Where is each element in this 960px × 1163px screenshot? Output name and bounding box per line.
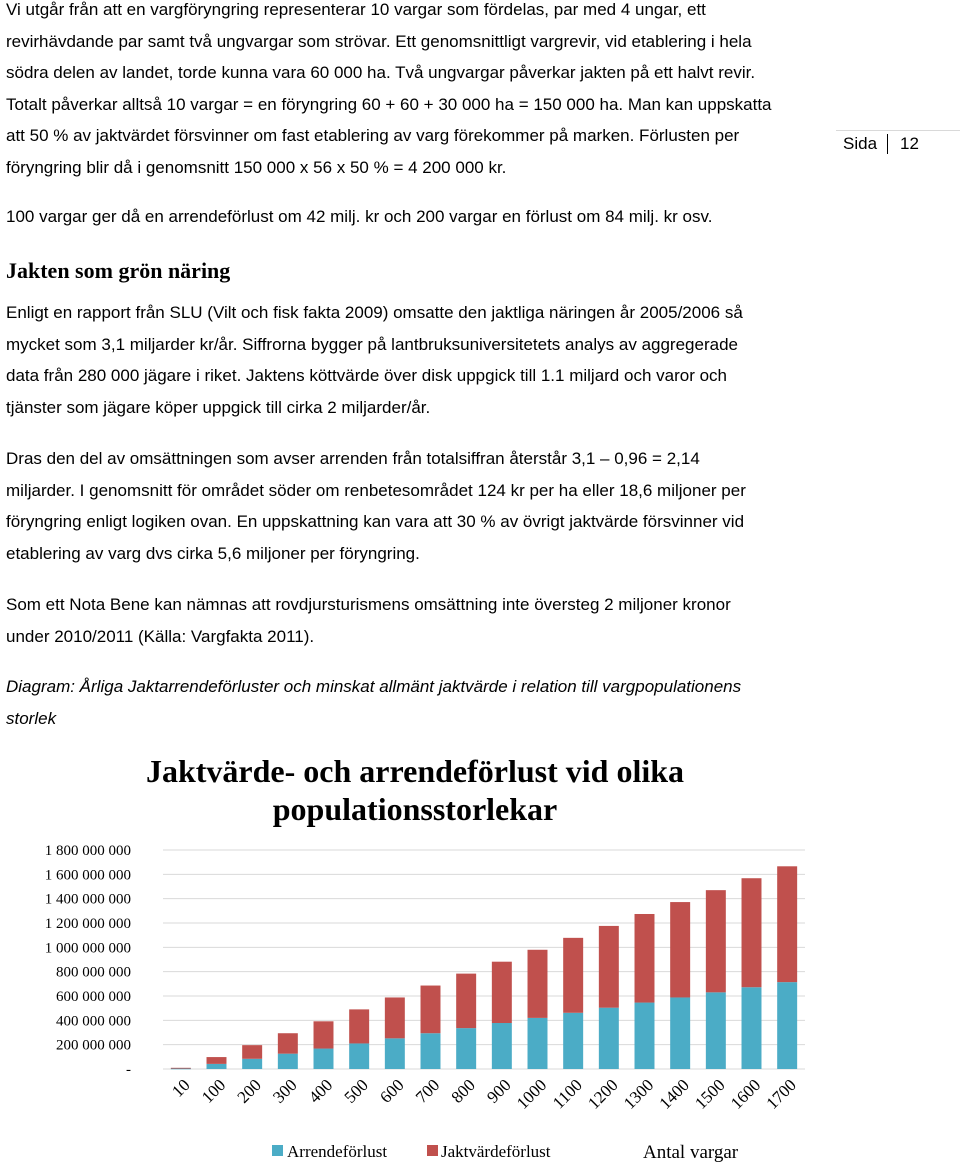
bar-jaktvarde-1500 <box>706 890 726 992</box>
legend-label-jaktvardeforlust: Jaktvärdeförlust <box>441 1142 551 1161</box>
bar-jaktvarde-1300 <box>635 914 655 1003</box>
x-tick-label: 300 <box>269 1075 301 1107</box>
text-line: södra delen av landet, torde kunna vara 60 000 ha. Två ungvargar påverkar jakten på ett halvt revir. <box>6 63 756 82</box>
bar-jaktvarde-700 <box>421 986 441 1034</box>
page-label: Sida <box>843 134 878 153</box>
text-line: miljarder. I genomsnitt för området söder om renbetesområdet 124 kr per ha eller 18,6 miljoner per <box>6 480 746 500</box>
bar-arrende-500 <box>349 1043 369 1069</box>
bar-arrende-600 <box>385 1038 405 1069</box>
chart-legend <box>272 1142 739 1163</box>
bar-arrende-200 <box>242 1059 262 1069</box>
x-tick-label: 800 <box>447 1075 479 1107</box>
text-line: etablering av varg dvs cirka 5,6 miljoner per föryngring. <box>6 543 420 563</box>
bar-jaktvarde-1000 <box>528 950 548 1018</box>
text-line: att 50 % av jaktvärdet försvinner om fast etablering av varg förekommer på marken. Förlusten per <box>6 126 740 145</box>
x-axis-title: Antal vargar <box>643 1142 739 1163</box>
bar-jaktvarde-200 <box>242 1045 262 1059</box>
bar-jaktvarde-10 <box>171 1068 191 1069</box>
y-tick-label: 600 000 000 <box>56 989 131 1005</box>
text-line: föryngring enligt logiken ovan. En uppskattning kan vara att 30 % av övrigt jaktvärde försvinner vid <box>6 512 745 531</box>
bar-jaktvarde-100 <box>207 1057 227 1064</box>
bar-arrende-1100 <box>563 1013 583 1069</box>
stacked-bar-chart <box>0 740 960 1163</box>
bar-jaktvarde-400 <box>314 1021 334 1048</box>
y-tick-label: 800 000 000 <box>56 964 131 981</box>
x-tick-label: 1000 <box>512 1075 551 1113</box>
bar-arrende-1000 <box>528 1018 548 1069</box>
chart-bars <box>171 866 797 1069</box>
text-line: under 2010/2011 (Källa: Vargfakta 2011). <box>6 626 315 646</box>
chart-title-line-1: Jaktvärde- och arrendeförlust vid olika <box>145 753 685 789</box>
text-line: föryngring blir då i genomsnitt 150 000 x 56 x 50 % = 4 200 000 kr. <box>6 157 507 177</box>
caption-line: Diagram: Årliga Jaktarrendeförluster och minskat allmänt jaktvärde i relation till vargpopulationens <box>6 677 742 696</box>
bar-jaktvarde-1600 <box>742 878 762 987</box>
x-tick-label: 1500 <box>691 1075 729 1113</box>
bar-arrende-300 <box>278 1054 298 1069</box>
x-tick-label: 900 <box>483 1075 515 1107</box>
x-tick-label: 10 <box>168 1075 194 1101</box>
y-tick-label: 200 000 000 <box>56 1037 131 1054</box>
x-axis-ticks <box>168 1075 800 1112</box>
x-tick-label: 1600 <box>726 1075 765 1113</box>
bar-jaktvarde-600 <box>385 997 405 1038</box>
section-paragraph-3 <box>6 589 731 652</box>
bar-jaktvarde-300 <box>278 1033 298 1053</box>
y-axis-ticks <box>45 843 131 1078</box>
bar-jaktvarde-1200 <box>599 926 619 1008</box>
bar-jaktvarde-900 <box>492 962 512 1023</box>
x-tick-label: 1200 <box>584 1075 622 1113</box>
bar-arrende-1400 <box>670 997 690 1069</box>
page-number: 12 <box>900 134 919 153</box>
bar-arrende-1200 <box>599 1008 619 1069</box>
y-tick-label: 1 200 000 000 <box>44 916 131 932</box>
y-tick-label: 1 600 000 000 <box>44 867 131 884</box>
bar-arrende-100 <box>207 1064 227 1069</box>
x-tick-label: 400 <box>304 1075 337 1107</box>
x-tick-label: 700 <box>411 1075 444 1107</box>
y-tick-label: 1 000 000 000 <box>44 940 131 957</box>
text-line: 100 vargar ger då en arrendeförlust om 42 milj. kr och 200 vargar en förlust om 84 milj. kr osv. <box>6 207 713 226</box>
section-heading: Jakten som grön näring <box>6 258 231 283</box>
bar-arrende-10 <box>171 1068 191 1069</box>
y-tick-label: - <box>126 1062 131 1078</box>
x-tick-label: 1300 <box>619 1075 658 1113</box>
legend-label-arrendeforlust: Arrendeförlust <box>287 1142 388 1161</box>
bar-jaktvarde-1100 <box>563 938 583 1013</box>
text-line: Som ett Nota Bene kan nämnas att rovdjursturismens omsättning inte översteg 2 miljoner kronor <box>6 595 731 614</box>
text-line: Vi utgår från att en vargföryngring representerar 10 vargar som fördelas, par med 4 ungar, ett <box>6 0 706 19</box>
x-tick-label: 100 <box>197 1075 230 1107</box>
x-tick-label: 1100 <box>548 1075 586 1113</box>
text-line: Enligt en rapport från SLU (Vilt och fisk fakta 2009) omsatte den jaktliga näringen år 2005/2006 så <box>6 303 743 322</box>
summary-paragraph <box>6 201 712 233</box>
x-tick-label: 1400 <box>655 1075 693 1113</box>
intro-paragraph <box>6 0 772 183</box>
bar-arrende-1300 <box>635 1003 655 1069</box>
diagram-caption <box>6 671 741 734</box>
chart-title-line-2: populationsstorlekar <box>272 791 558 827</box>
text-line: data från 280 000 jägare i riket. Jaktens köttvärde över disk uppgick till 1.1 miljard och varor och <box>6 366 727 385</box>
text-line: revirhävdande par samt två ungvargar som strövar. Ett genomsnittligt vargrevir, vid etablering i hela <box>6 31 752 51</box>
bar-jaktvarde-1400 <box>670 902 690 997</box>
text-line: mycket som 3,1 miljarder kr/år. Siffrorna bygger på lantbruksuniversitetets analys av aggregerade <box>6 334 738 354</box>
bar-arrende-400 <box>314 1049 334 1069</box>
bar-jaktvarde-1700 <box>777 866 797 982</box>
bar-arrende-900 <box>492 1023 512 1069</box>
section-paragraph-2 <box>6 443 746 569</box>
y-tick-label: 400 000 000 <box>56 1013 131 1030</box>
x-tick-label: 500 <box>340 1075 372 1107</box>
bar-arrende-1700 <box>777 982 797 1069</box>
legend-swatch-arrendeforlust <box>272 1145 283 1156</box>
page-number-rule <box>836 130 960 131</box>
bar-arrende-1600 <box>742 987 762 1069</box>
bar-arrende-1500 <box>706 992 726 1069</box>
y-tick-label: 1 800 000 000 <box>44 843 131 859</box>
x-tick-label: 1700 <box>762 1075 800 1113</box>
caption-line: storlek <box>6 708 57 728</box>
text-line: tjänster som jägare köper uppgick till cirka 2 miljarder/år. <box>6 397 431 417</box>
y-tick-label: 1 400 000 000 <box>44 891 131 908</box>
bar-jaktvarde-800 <box>456 974 476 1029</box>
section-paragraph-1 <box>6 297 743 423</box>
bar-arrende-700 <box>421 1033 441 1069</box>
text-line: Totalt påverkar alltså 10 vargar = en föryngring 60 + 60 + 30 000 ha = 150 000 ha. Man kan uppskatta <box>6 94 772 114</box>
legend-swatch-jaktvardeforlust <box>427 1145 438 1156</box>
text-line: Dras den del av omsättningen som avser arrenden från totalsiffran återstår 3,1 – 0,96 = 2,14 <box>6 449 700 468</box>
x-tick-label: 200 <box>233 1075 265 1107</box>
page-separator <box>887 134 888 154</box>
bar-jaktvarde-500 <box>349 1009 369 1043</box>
page-indicator <box>843 134 919 154</box>
x-tick-label: 600 <box>376 1075 408 1107</box>
bar-arrende-800 <box>456 1028 476 1069</box>
